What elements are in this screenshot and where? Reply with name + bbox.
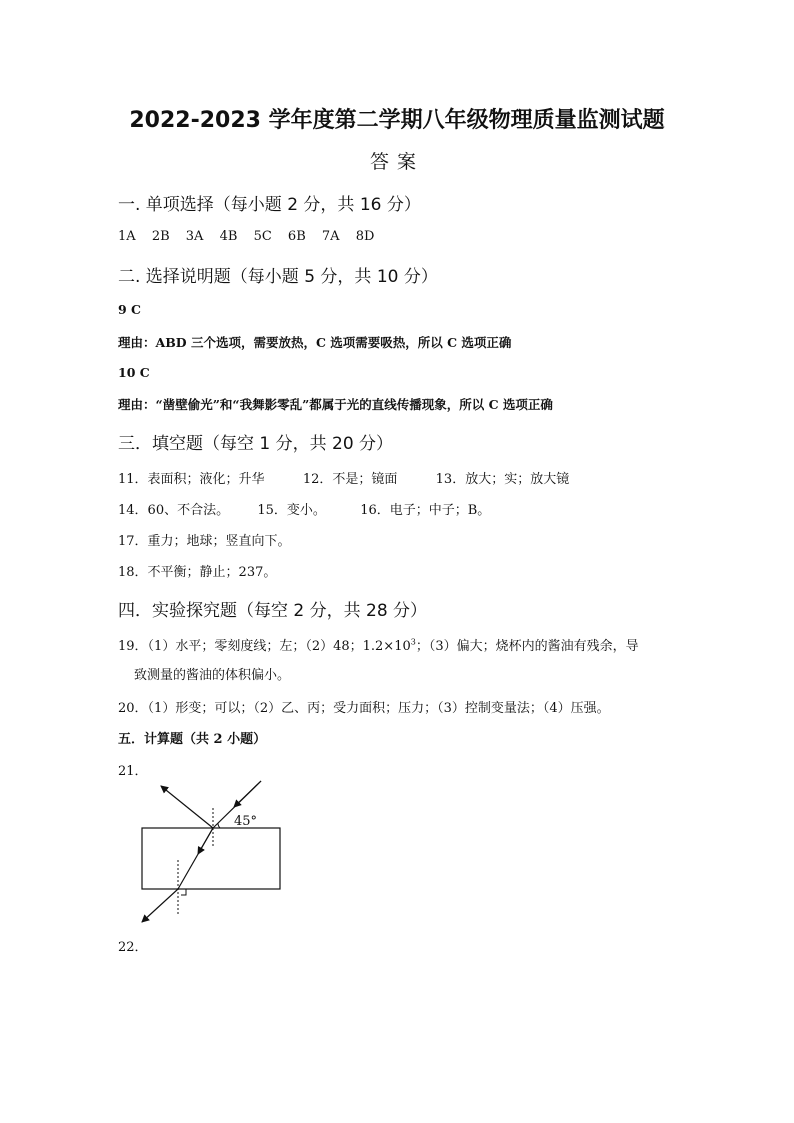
right-angle-mark (181, 889, 186, 895)
answer-7: 7A (321, 229, 340, 244)
q15: 15．变小。 (257, 503, 326, 518)
incident-arrow (234, 781, 261, 807)
glass-block (142, 828, 280, 889)
q19-part-b: ；（3）偏大；烧杯内的酱油有残余，导 (415, 639, 639, 654)
answer-2: 2B (151, 229, 170, 244)
q22-label: 22． (118, 940, 148, 955)
section-2-heading: 二. 选择说明题（每小题 5 分，共 10 分） (118, 267, 438, 287)
reflected-ray (161, 786, 213, 828)
emergent-ray (142, 889, 178, 922)
section-3-heading: 三．填空题（每空 1 分，共 20 分） (118, 434, 394, 454)
q18: 18．不平衡；静止；237。 (118, 565, 277, 580)
refracted-arrow (198, 828, 213, 854)
q12: 12．不是；镜面 (302, 472, 398, 487)
q21-label: 21． (118, 764, 148, 779)
page-title: 2022-2023 学年度第二学期八年级物理质量监测试题 (129, 108, 665, 133)
answer-8: 8D (355, 229, 375, 244)
refraction-diagram (134, 778, 294, 928)
q9-reason: 理由：ABD 三个选项，需要放热，C 选项需要吸热，所以 C 选项正确 (118, 335, 512, 350)
answer-6: 6B (287, 229, 306, 244)
angle-arc (218, 823, 220, 828)
q14: 14．60、不合法。 (118, 503, 230, 518)
q16: 16．电子；中子；B。 (360, 503, 491, 518)
answer-1: 1A (118, 229, 136, 244)
q19-part-a: 19．（1）水平；零刻度线；左；（2）48；1.2×10 (118, 639, 411, 654)
q10-answer: 10 C (118, 365, 150, 380)
q11: 11．表面积；液化；升华 (118, 472, 265, 487)
answer-4: 4B (219, 229, 238, 244)
answer-3: 3A (185, 229, 204, 244)
q17: 17．重力；地球；竖直向下。 (118, 534, 291, 549)
q10-reason: 理由：“凿壁偷光”和“我舞影零乱”都属于光的直线传播现象，所以 C 选项正确 (118, 397, 553, 412)
page-subtitle: 答案 (369, 151, 424, 173)
answer-5: 5C (253, 229, 272, 244)
section-1-answers (118, 229, 386, 244)
q19-line-1 (118, 635, 639, 654)
q13: 13．放大；实；放大镜 (435, 472, 570, 487)
q19-line-2: 致测量的酱油的体积偏小。 (134, 668, 291, 683)
fill-line-2 (118, 499, 490, 518)
angle-label: 45° (234, 814, 258, 829)
q9-answer: 9 C (118, 302, 141, 317)
section-5-heading: 五．计算题（共 2 小题） (118, 732, 267, 747)
q20: 20．（1）形变；可以；（2）乙、丙；受力面积；压力；（3）控制变量法；（4）压强。 (118, 701, 610, 716)
section-1-heading: 一. 单项选择（每小题 2 分，共 16 分） (118, 195, 421, 215)
section-4-heading: 四．实验探究题（每空 2 分，共 28 分） (118, 601, 428, 621)
q19-exponent: 3 (410, 637, 416, 647)
fill-line-1 (118, 468, 569, 487)
